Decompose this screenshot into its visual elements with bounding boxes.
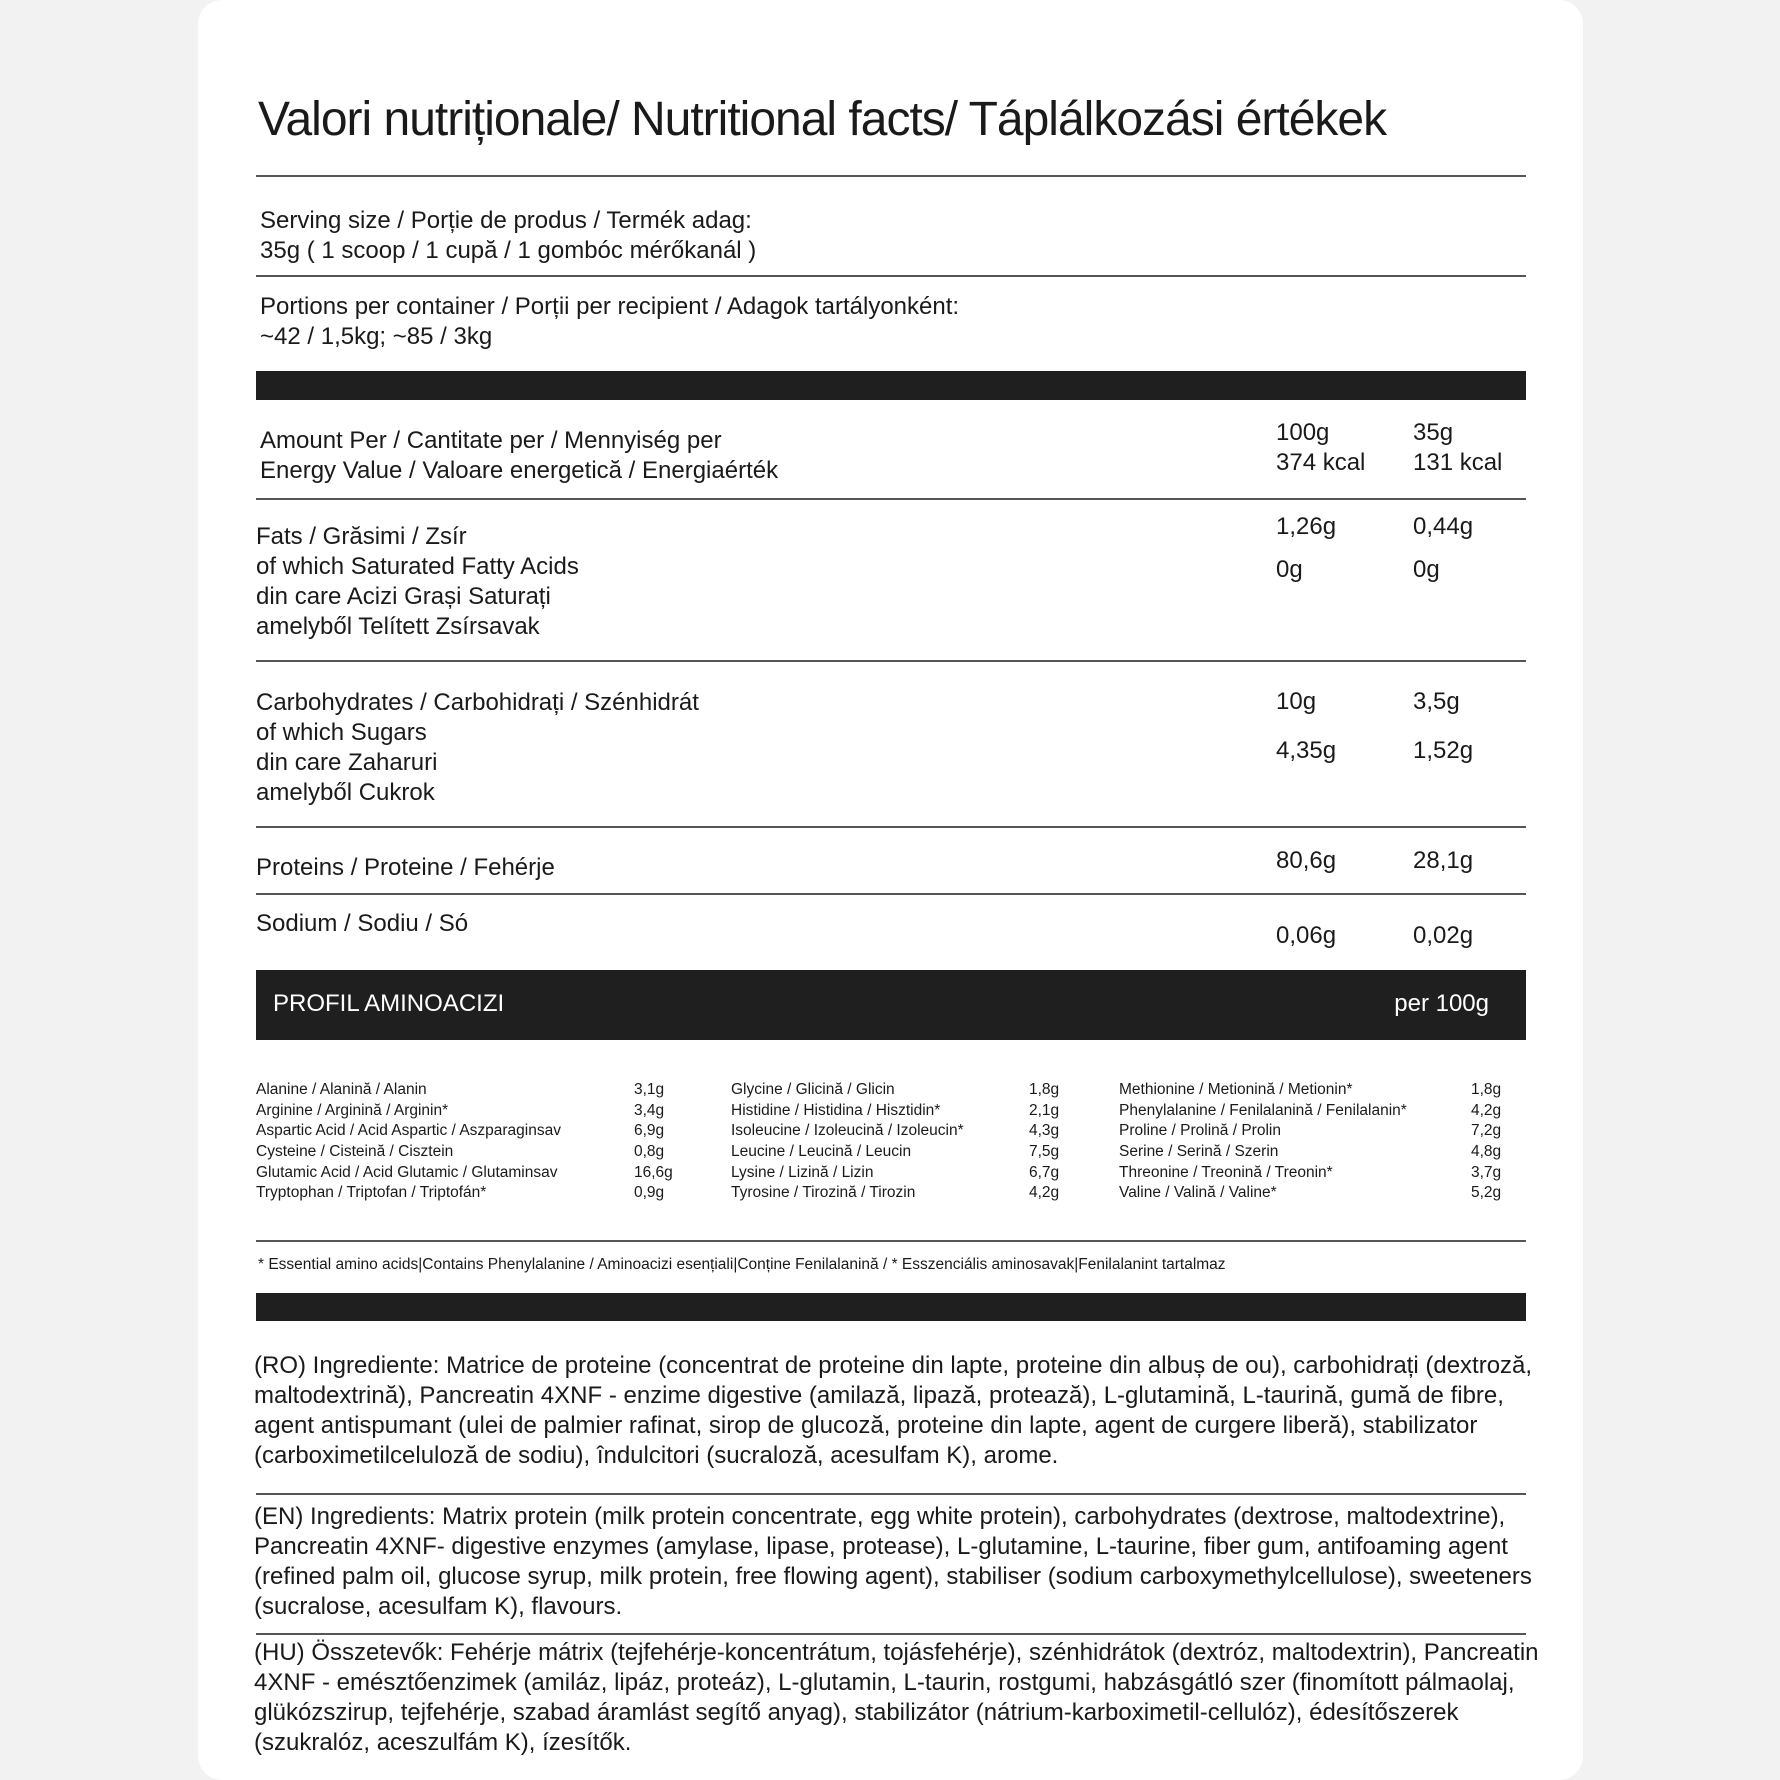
ingredients-line: (HU) Összetevők: Fehérje mátrix (tejfehérje-koncentrátum, tojásfehérje), szénhidrátok (dextróz, maltodextrin), Pancreatin: [254, 1639, 1539, 1666]
amino-value: 7,2g: [1471, 1122, 1502, 1140]
amino-column-2: [731, 1080, 1060, 1204]
amino-row: [731, 1101, 1060, 1122]
proteins-value: 28,1g: [1413, 847, 1474, 874]
amino-row: [256, 1101, 665, 1122]
saturated-value: 0g: [1413, 556, 1440, 583]
amino-name: Proline / Prolină / Prolin: [1119, 1122, 1281, 1140]
carbs-label: amelyből Cukrok: [256, 779, 435, 806]
ingredients-line: (EN) Ingredients: Matrix protein (milk protein concentrate, egg white protein), carbohydrates (dextrose, maltodextrine),: [254, 1503, 1506, 1530]
amino-value: 16,6g: [634, 1163, 673, 1181]
black-separator-bar: [256, 1293, 1526, 1321]
ingredients-line: (sucralose, acesulfam K), flavours.: [254, 1593, 623, 1620]
portions-line: Portions per container / Porții per recipient / Adagok tartályonként:: [260, 293, 960, 320]
energy-100g: 374 kcal: [1276, 449, 1366, 476]
carbs-value: 3,5g: [1413, 688, 1460, 715]
amino-name: Histidine / Histidina / Hisztidin*: [731, 1101, 941, 1119]
amino-column-1: [256, 1080, 673, 1204]
serving-line: Serving size / Porție de produs / Termék adag:: [260, 207, 752, 234]
serving-line: 35g ( 1 scoop / 1 cupă / 1 gombóc mérőkanál ): [260, 237, 757, 264]
amino-row: [256, 1080, 665, 1101]
sodium-label: Sodium / Sodiu / Só: [256, 910, 469, 937]
amino-row: [256, 1121, 665, 1142]
divider: [256, 826, 1526, 828]
black-separator-bar: [256, 371, 1526, 400]
amino-value: 4,2g: [1029, 1184, 1060, 1202]
amino-name: Tryptophan / Triptofan / Triptofán*: [256, 1184, 487, 1202]
divider: [256, 1633, 1526, 1635]
proteins-value: 80,6g: [1276, 847, 1337, 874]
carbs-label: of which Sugars: [256, 719, 427, 746]
amino-profile-header: [256, 970, 1526, 1040]
amino-row: [731, 1121, 1060, 1142]
amino-row: [731, 1080, 1060, 1101]
divider: [256, 275, 1526, 277]
ingredients-line: Pancreatin 4XNF- digestive enzymes (amylase, lipase, protease), L-glutamine, L-taurine, fiber gum, antifoaming agent: [254, 1533, 1508, 1560]
amino-name: Cysteine / Cisteină / Cisztein: [256, 1143, 454, 1161]
fats-label: amelyből Telített Zsírsavak: [256, 613, 540, 640]
divider: [256, 498, 1526, 500]
amino-row: [731, 1163, 1060, 1184]
amino-name: Phenylalanine / Fenilalanină / Fenilalanin*: [1119, 1101, 1407, 1119]
amino-value: 3,7g: [1471, 1163, 1502, 1181]
amino-value: 5,2g: [1471, 1184, 1502, 1202]
amount-col-100g: [1276, 418, 1365, 478]
amino-name: Arginine / Arginină / Arginin*: [256, 1101, 449, 1119]
amino-row: [256, 1183, 665, 1204]
ingredients-line: (szukralóz, aceszulfám K), ízesítők.: [254, 1729, 632, 1756]
amino-value: 6,9g: [634, 1122, 665, 1140]
amino-value: 4,2g: [1471, 1101, 1502, 1119]
amino-value: 3,4g: [634, 1101, 665, 1119]
fats-labels: [256, 522, 579, 642]
ingredients-line: agent antispumant (ulei de palmier rafinat, sirop de glucoză, proteine din lapte, agent de curgere liberă), stabilizator: [254, 1412, 1478, 1439]
carbs-label: din care Zaharuri: [256, 749, 438, 776]
amino-row: [1119, 1142, 1502, 1163]
energy-35g: 131 kcal: [1413, 449, 1503, 476]
ingredients-ro: [254, 1351, 1554, 1471]
divider: [256, 1493, 1526, 1495]
amino-name: Methionine / Metionină / Metionin*: [1119, 1081, 1353, 1098]
fats-label: Fats / Grăsimi / Zsír: [256, 523, 467, 550]
fats-value: 1,26g: [1276, 513, 1337, 540]
portions-per-container: [260, 292, 959, 352]
proteins-label: Proteins / Proteine / Fehérje: [256, 854, 555, 881]
amino-name: Valine / Valină / Valine*: [1119, 1184, 1277, 1202]
amino-value: 1,8g: [1471, 1081, 1502, 1098]
ingredients-hu: [254, 1638, 1554, 1758]
amino-value: 0,9g: [634, 1184, 665, 1202]
energy-label: Energy Value / Valoare energetică / Energiaérték: [260, 457, 779, 484]
page-title: Valori nutriționale/ Nutritional facts/ Táplálkozási értékek: [258, 93, 1387, 146]
fats-label: of which Saturated Fatty Acids: [256, 553, 579, 580]
amino-row: [256, 1142, 665, 1163]
ingredients-line: (refined palm oil, glucose syrup, milk protein, free flowing agent), stabiliser (sodium carboxymethylcellulose), sweeteners: [254, 1563, 1532, 1590]
amino-row: [1119, 1101, 1502, 1122]
carbs-value: 10g: [1276, 688, 1317, 715]
col-head-100g: 100g: [1276, 419, 1330, 446]
amino-name: Aspartic Acid / Acid Aspartic / Aszparaginsav: [256, 1122, 561, 1140]
amino-row: [256, 1163, 673, 1184]
amino-row: [1119, 1080, 1502, 1101]
ingredients-line: glükózszirup, tejfehérje, szabad áramlást segítő anyag), stabilizátor (nátrium-karboximetil-cellulóz), édesítőszerek: [254, 1699, 1459, 1726]
divider: [256, 175, 1526, 177]
ingredients-line: (carboximetilceluloză de sodiu), îndulcitori (sucraloză, acesulfam K), arome.: [254, 1442, 1059, 1469]
serving-size: [260, 206, 756, 266]
divider: [256, 1240, 1526, 1242]
amino-row: [731, 1142, 1060, 1163]
portions-line: ~42 / 1,5kg; ~85 / 3kg: [260, 323, 493, 350]
fats-value: 0,44g: [1413, 513, 1474, 540]
amino-name: Lysine / Lizină / Lizin: [731, 1163, 874, 1181]
carbs-label: Carbohydrates / Carbohidrați / Szénhidrát: [256, 689, 699, 716]
divider: [256, 893, 1526, 895]
amino-row: [731, 1183, 1060, 1204]
amino-row: [1119, 1121, 1502, 1142]
amino-profile-title: PROFIL AMINOACIZI: [273, 990, 505, 1017]
sugars-value: 1,52g: [1413, 737, 1474, 764]
ingredients-en: [254, 1502, 1554, 1622]
amino-footnote: * Essential amino acids|Contains Phenylalanine / Aminoacizi esențiali|Conține Fenilalanină / * Esszenciális aminosavak|Fenilalanint tartalmaz: [258, 1256, 1226, 1273]
amino-name: Threonine / Treonină / Treonin*: [1119, 1163, 1333, 1181]
carbs-labels: [256, 688, 699, 808]
saturated-value: 0g: [1276, 556, 1303, 583]
ingredients-line: (RO) Ingrediente: Matrice de proteine (concentrat de proteine din lapte, proteine din albuș de ou), carbohidrați (dextroză,: [254, 1352, 1533, 1379]
amino-value: 7,5g: [1029, 1143, 1060, 1161]
amino-value: 4,3g: [1029, 1122, 1060, 1140]
amino-name: Leucine / Leucină / Leucin: [731, 1143, 912, 1161]
amino-row: [1119, 1183, 1502, 1204]
divider: [256, 660, 1526, 662]
amino-value: 0,8g: [634, 1143, 665, 1161]
amino-name: Isoleucine / Izoleucină / Izoleucin*: [731, 1122, 964, 1140]
amino-value: 4,8g: [1471, 1143, 1502, 1161]
amino-name: Tyrosine / Tirozină / Tirozin: [731, 1184, 916, 1202]
amino-value: 3,1g: [634, 1081, 665, 1098]
amount-col-35g: [1413, 418, 1502, 478]
amount-labels: [260, 426, 778, 486]
amino-name: Glutamic Acid / Acid Glutamic / Glutaminsav: [256, 1163, 558, 1181]
amino-name: Glycine / Glicină / Glicin: [731, 1081, 895, 1098]
amino-per-label: per 100g: [1394, 990, 1489, 1017]
amino-value: 2,1g: [1029, 1101, 1060, 1119]
col-head-35g: 35g: [1413, 419, 1454, 446]
fats-label: din care Acizi Grași Saturați: [256, 583, 551, 610]
amino-row: [1119, 1163, 1502, 1184]
amino-value: 6,7g: [1029, 1163, 1060, 1181]
amount-label: Amount Per / Cantitate per / Mennyiség per: [260, 427, 722, 454]
amino-column-3: [1119, 1080, 1502, 1204]
sodium-value: 0,02g: [1413, 922, 1474, 949]
amino-value: 1,8g: [1029, 1081, 1060, 1098]
ingredients-line: 4XNF - emésztőenzimek (amiláz, lipáz, proteáz), L-glutamin, L-taurin, rostgumi, habzásgátló szer (finomított pálmaolaj,: [254, 1669, 1515, 1696]
amino-name: Serine / Serină / Szerin: [1119, 1143, 1279, 1161]
sugars-value: 4,35g: [1276, 737, 1337, 764]
amino-name: Alanine / Alanină / Alanin: [256, 1081, 427, 1098]
ingredients-line: maltodextrină), Pancreatin 4XNF - enzime digestive (amilază, lipază, protează), L-glutamină, L-taurină, gumă de fibre,: [254, 1382, 1504, 1409]
sodium-value: 0,06g: [1276, 922, 1337, 949]
